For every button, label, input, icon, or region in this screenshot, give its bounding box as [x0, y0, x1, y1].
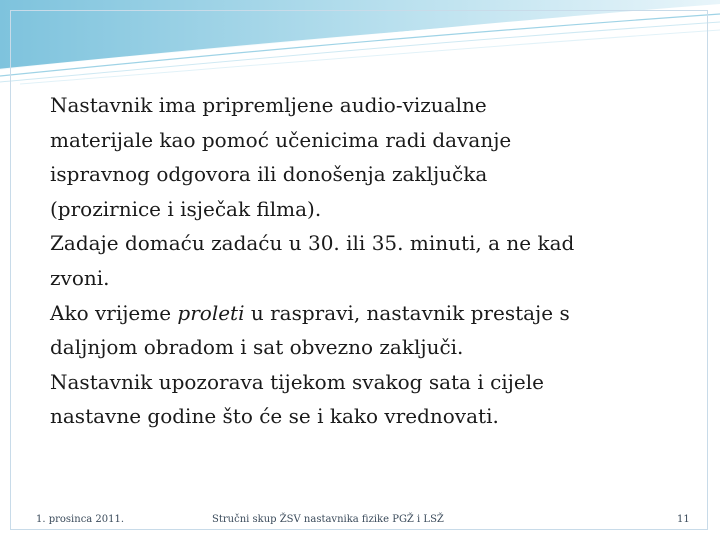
body-line: (prozirnice i isječak filma). — [50, 196, 322, 221]
page-number: 11 — [677, 514, 690, 525]
body-text-segment: u raspravi, nastavnik prestaje s — [244, 300, 570, 325]
footer-title: Stručni skup ŽSV nastavnika fizike PGŽ i LSŽ — [212, 514, 444, 525]
body-line: nastavne godine što će se i kako vrednovati. — [50, 404, 499, 429]
body-line: Nastavnik ima pripremljene audio-vizualne — [50, 93, 487, 117]
body-line: ispravnog odgovora ili donošenja zaključka — [50, 162, 488, 187]
body-line — [50, 296, 650, 331]
body-line: Nastavnik upozorava tijekom svakog sata i cijele — [50, 369, 544, 394]
body-line: materijale kao pomoć učenicima radi davanje — [50, 127, 512, 152]
footer-date: 1. prosinca 2011. — [36, 514, 125, 525]
body-text-segment: Ako vrijeme — [50, 300, 178, 325]
body-line: Zadaje domaću zadaću u 30. ili 35. minuti, a ne kad — [50, 231, 575, 256]
body-line: daljnjom obradom i sat obvezno zaključi. — [50, 335, 464, 360]
emphasized-word: proleti — [177, 300, 245, 325]
body-text — [50, 88, 650, 434]
header-wave-decoration — [0, 0, 720, 90]
body-line: zvoni. — [50, 265, 110, 290]
